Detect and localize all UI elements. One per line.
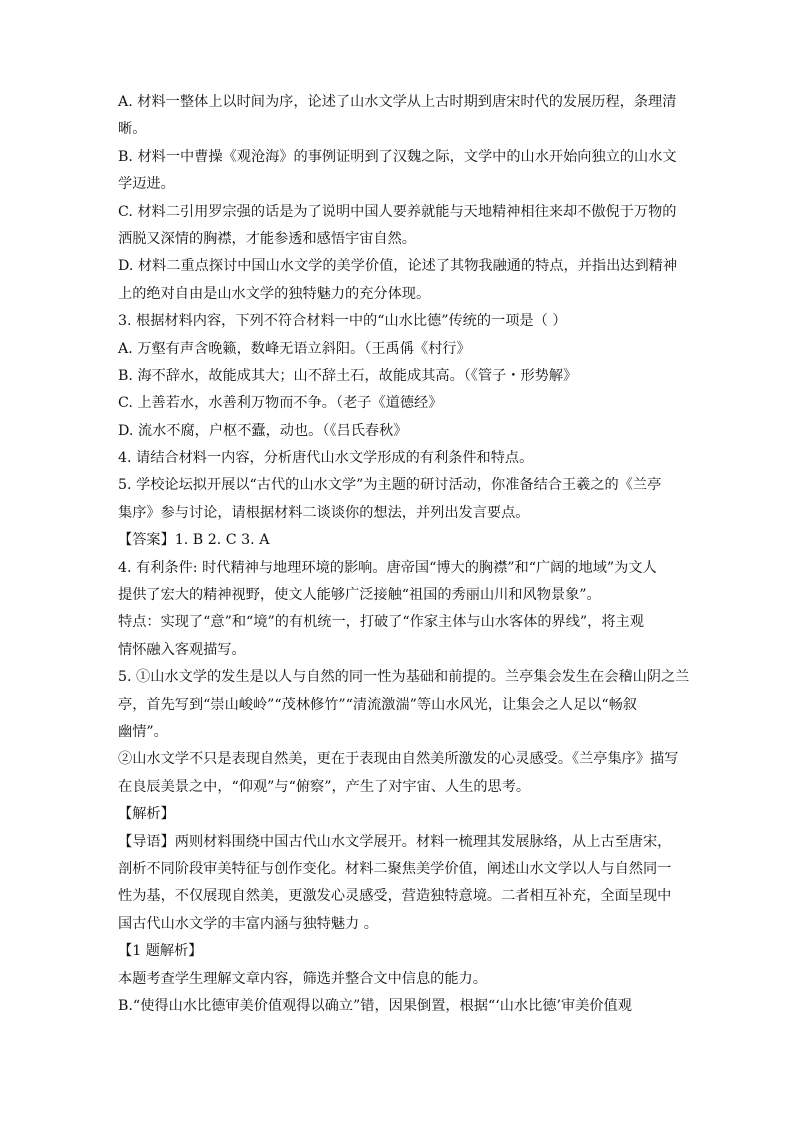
- text-line: 特点：实现了“意”和“境”的有机统一，打破了“作家主体与山水客体的界线”，将主观: [118, 614, 644, 631]
- text-line: 集序》参与讨论，请根据材料二谈谈你的想法，并列出发言要点。: [118, 504, 530, 521]
- text-line: 本题考查学生理解文章内容，筛选并整合文中信息的能力。: [118, 970, 487, 987]
- document-page: [118, 89, 690, 1020]
- text-line: C. 材料二引用罗宗强的话是为了说明中国人要养就能与天地精神相往来却不傲倪于万物的: [118, 203, 677, 220]
- option-d: D. 流水不腐，户枢不蠹，动也。（《吕氏春秋》: [118, 422, 408, 439]
- option-b: B. 海不辞水，故能成其大；山不辞土石，故能成其高。（《管子・形势解》: [118, 367, 578, 384]
- text-line: 国古代山水文学的丰富内涵与独特魅力 。: [118, 915, 378, 932]
- text-line: D. 材料二重点探讨中国山水文学的美学价值，论述了其物我融通的特点，并指出达到精神: [118, 258, 678, 275]
- text-line: 亭，首先写到“崇山峻岭”“茂林修竹”“清流激湍”等山水风光，让集会之人足以“畅叙: [118, 696, 637, 713]
- question-5: 5. 学校论坛拟开展以“古代的山水文学”为主题的研讨活动，你准备结合王羲之的《兰亭: [118, 477, 662, 494]
- text-line: 在良辰美景之中，“仰观”与“俯察”，产生了对宇宙、人生的思考。: [118, 778, 531, 795]
- analysis-heading: 【解析】: [118, 806, 175, 823]
- question-4: 4. 请结合材料一内容，分析唐代山水文学形成的有利条件和特点。: [118, 450, 534, 467]
- question-3-stem: 3. 根据材料内容，下列不符合材料一中的“山水比德”传统的一项是（ ）: [118, 313, 567, 330]
- text-line: 洒脱又深情的胸襟，才能参透和感悟宇宙自然。: [118, 230, 416, 247]
- option-c: C. 上善若水，水善利万物而不争。（老子《道德经》: [118, 395, 443, 412]
- text-line: 上的绝对自由是山水文学的独特魅力的充分体现。: [118, 285, 431, 302]
- text-line: 晰。: [118, 121, 147, 138]
- intro-paragraph: 【导语】两则材料围绕中国古代山水文学展开。材料一梳理其发展脉络，从上古至唐宋，: [118, 833, 672, 850]
- answer-5: 5. ①山水文学的发生是以人与自然的同一性为基础和前提的。兰亭集会发生在会稽山阴之兰: [118, 669, 690, 686]
- text-line: 性为基，不仅展现自然美，更激发心灵感受，营造独特意境。二者相互补充，全面呈现中: [118, 888, 672, 905]
- text-line: A. 材料一整体上以时间为序，论述了山水文学从上古时期到唐宋时代的发展历程，条理清: [118, 94, 677, 110]
- text-line: 提供了宏大的精神视野，使文人能够广泛接触“祖国的秀丽山川和风物景象”。: [118, 587, 601, 604]
- text-line: 情怀融入客观描写。: [118, 641, 246, 658]
- text-line: B. 材料一中曹操《观沧海》的事例证明到了汉魏之际，文学中的山水开始向独立的山水文: [118, 148, 677, 165]
- text-line: B.“使得山水比德审美价值观得以确立”错，因果倒置，根据“‘山水比德’审美价值观: [118, 997, 632, 1014]
- answer-4: 4. 有利条件: 时代精神与地理环境的影响。唐帝国“博大的胸襟”和“广阔的地域”为文人: [118, 559, 657, 576]
- option-a: A. 万壑有声含晚籁，数峰无语立斜阳。（王禹偁《村行》: [118, 340, 471, 357]
- text-line: 剖析不同阶段审美特征与创作变化。材料二聚焦美学价值，阐述山水文学以人与自然同一: [118, 860, 672, 877]
- text-line: ②山水文学不只是表现自然美，更在于表现由自然美所激发的心灵感受。《兰亭集序》描写: [118, 751, 679, 768]
- text-line: 学迈进。: [118, 176, 175, 193]
- question-1-analysis-heading: 【1 题解析】: [118, 943, 203, 960]
- text-line: 幽情”。: [118, 723, 168, 740]
- answer-key: 【答案】1. B 2. C 3. A: [118, 532, 270, 549]
